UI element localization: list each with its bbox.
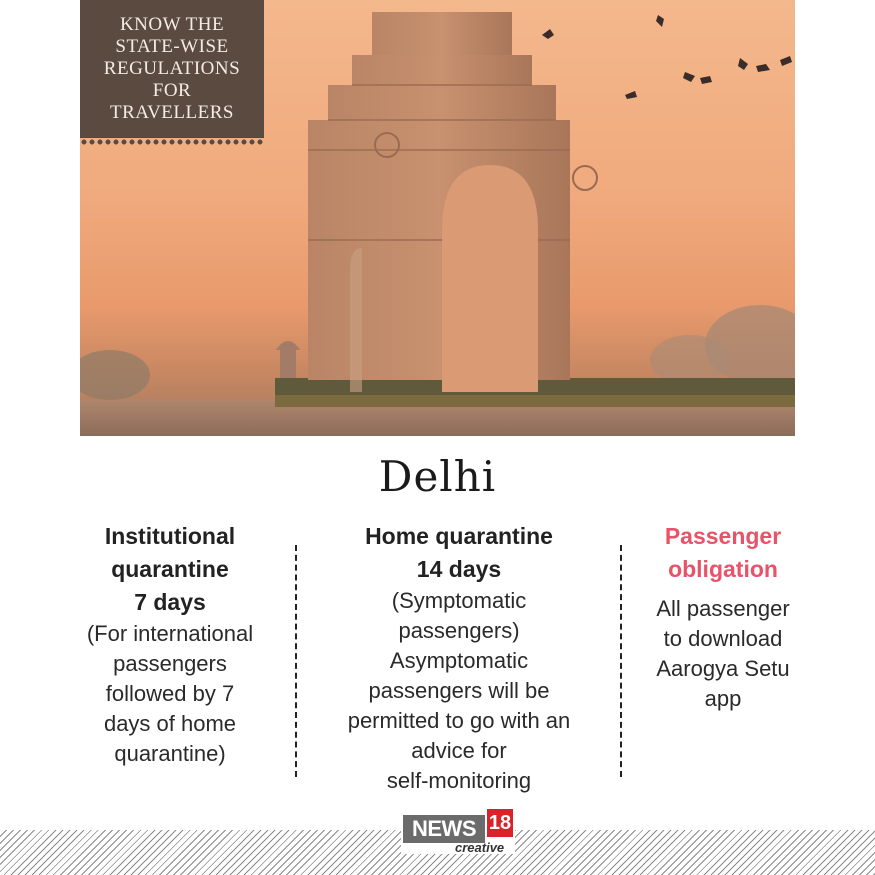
body-line: All passenger [656,596,790,621]
body-line: app [704,686,742,711]
body-line: self-monitoring [386,768,532,793]
column-home-quarantine [318,520,600,796]
city-heading: Delhi [378,452,497,501]
title-line: STATE-WISE [115,36,229,57]
dashed-divider [295,545,297,777]
dotted-border [80,138,264,146]
column-heading [630,520,816,586]
column-body [318,586,600,796]
column-passenger-obligation [630,520,816,714]
body-line: (For international [86,621,254,646]
title-line: TRAVELLERS [110,102,234,123]
body-line: quarantine) [114,741,226,766]
news18-logo [401,808,515,854]
logo-sub-text: creative [455,840,505,855]
body-line: passengers [113,651,227,676]
column-heading [318,520,600,586]
logo-news-text: NEWS [403,815,485,843]
heading-line: Passenger [664,523,782,549]
body-line: days of home [103,711,237,736]
body-line: Aarogya Setu [656,656,790,681]
column-body [58,619,282,769]
heading-line: quarantine [111,556,229,582]
body-line: to download [663,626,783,651]
body-line: passengers) [398,618,520,643]
body-line: advice for [411,738,507,763]
heading-line: Home quarantine [365,523,553,549]
column-heading [58,520,282,619]
title-line: FOR [152,80,192,101]
body-line: permitted to go with an [347,708,571,733]
heading-line: Institutional [104,523,236,549]
dashed-divider [620,545,622,777]
title-box [80,0,264,138]
title-line: REGULATIONS [103,58,241,79]
body-line: followed by 7 [105,681,235,706]
heading-line: 7 days [134,589,206,615]
title-line: KNOW THE [119,14,225,35]
column-body [630,594,816,714]
heading-line: 14 days [416,556,502,582]
heading-line: obligation [668,556,778,582]
column-institutional-quarantine [58,520,282,769]
body-line: Asymptomatic [389,648,529,673]
logo-number: 18 [487,809,513,837]
body-line: passengers will be [368,678,550,703]
body-line: (Symptomatic [391,588,527,613]
